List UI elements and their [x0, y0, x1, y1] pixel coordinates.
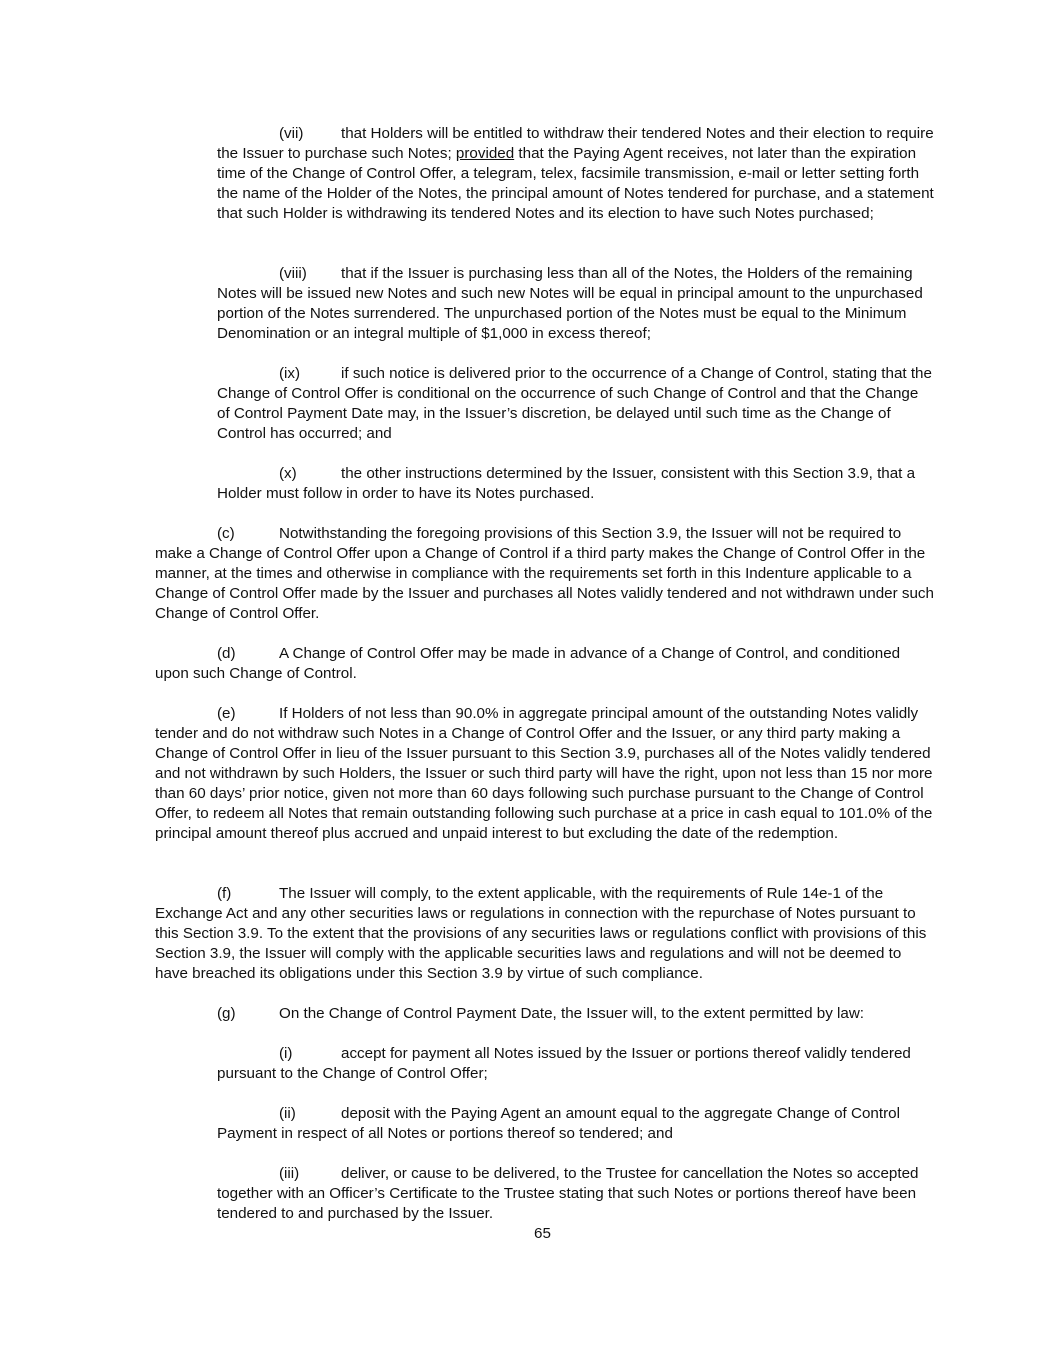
- section-d: [155, 644, 935, 684]
- section-c: [155, 524, 935, 624]
- underlined-term: provided: [455, 145, 515, 162]
- clause-text: if such notice is delivered prior to the occurrence of a Change of Control, stating that the Change of Control Offer is conditional on the occurrence of such Change of Control and that the Change of Control Payment Date may, in the Issuer’s discretion, be delayed until such time as the Change of Control has occurred; and: [217, 365, 932, 442]
- clause-viii: [217, 264, 935, 344]
- section-label: (g): [217, 1005, 236, 1022]
- clause-label: (ix): [279, 365, 301, 382]
- clause-label: (ii): [279, 1105, 296, 1122]
- section-label: (c): [217, 525, 235, 542]
- section-text: On the Change of Control Payment Date, the Issuer will, to the extent permitted by law:: [279, 1005, 865, 1022]
- clause-text: that Holders will be entitled to withdraw their tendered Notes and their election to require the Issuer to purchase such Notes;: [217, 125, 934, 162]
- clause-i: [217, 1044, 935, 1084]
- clause-text: accept for payment all Notes issued by the Issuer or portions thereof validly tendered pursuant to the Change of Control Offer;: [217, 1045, 911, 1082]
- section-text: Notwithstanding the foregoing provisions of this Section 3.9, the Issuer will not be required to make a Change of Control Offer upon a Change of Control if a third party makes the Change of Control Offer in the manner, at the times and otherwise in compliance with the requirements set forth in this Indenture applicable to a Change of Control Offer made by the Issuer and purchases all Notes validly tendered and not withdrawn under such Change of Control Offer.: [155, 525, 934, 622]
- clause-text: deliver, or cause to be delivered, to the Trustee for cancellation the Notes so accepted together with an Officer’s Certificate to the Trustee stating that such Notes or portions thereof have been tendered to and purchased by the Issuer.: [217, 1165, 919, 1222]
- clause-text: the other instructions determined by the Issuer, consistent with this Section 3.9, that a Holder must follow in order to have its Notes purchased.: [217, 465, 916, 502]
- clause-label: (vii): [279, 125, 304, 142]
- section-text: The Issuer will comply, to the extent applicable, with the requirements of Rule 14e-1 of the Exchange Act and any other securities laws or regulations in connection with the repurchase of Notes pursuant to this Section 3.9. To the extent that the provisions of any securities laws or regulations conflict with provisions of this Section 3.9, the Issuer will comply with the applicable securities laws and regulations and will not be deemed to have breached its obligations under this Section 3.9 by virtue of such compliance.: [155, 885, 927, 982]
- section-f: [155, 884, 935, 984]
- clause-text: that if the Issuer is purchasing less than all of the Notes, the Holders of the remaining Notes will be issued new Notes and such new Notes will be equal in principal amount to the unpurchased portion of the Notes surrendered. The unpurchased portion of the Notes must be equal to the Minimum Denomination or an integral multiple of $1,000 in excess thereof;: [217, 265, 923, 342]
- clause-text: deposit with the Paying Agent an amount equal to the aggregate Change of Control Payment in respect of all Notes or portions thereof so tendered; and: [217, 1105, 900, 1142]
- clause-label: (i): [279, 1045, 293, 1062]
- section-text: A Change of Control Offer may be made in advance of a Change of Control, and conditioned upon such Change of Control.: [155, 645, 901, 682]
- clause-ii: [217, 1104, 935, 1144]
- clause-label: (iii): [279, 1165, 300, 1182]
- section-e: [155, 704, 935, 844]
- page-number: 65: [534, 1225, 551, 1242]
- clause-ix: [217, 364, 935, 444]
- clause-iii: [217, 1164, 935, 1224]
- clause-vii: [217, 124, 935, 224]
- section-label: (e): [217, 705, 236, 722]
- clause-text-continued: that the Paying Agent receives, not later than the expiration time of the Change of Control Offer, a telegram, telex, facsimile transmission, e-mail or letter setting forth the name of the Holder of the Notes, the principal amount of Notes tendered for purchase, and a statement that such Holder is withdrawing its tendered Notes and its election to have such Notes purchased;: [217, 145, 934, 222]
- section-text: If Holders of not less than 90.0% in aggregate principal amount of the outstanding Notes validly tender and do not withdraw such Notes in a Change of Control Offer and the Issuer, or any third party making a Change of Control Offer in lieu of the Issuer pursuant to this Section 3.9, purchases all of the Notes validly tendered and not withdrawn by such Holders, the Issuer or such third party will have the right, upon not less than 15 nor more than 60 days’ prior notice, given not more than 60 days following such purchase pursuant to the Change of Control Offer, to redeem all Notes that remain outstanding following such purchase at a price in cash equal to 101.0% of the principal amount thereof plus accrued and unpaid interest to but excluding the date of the redemption.: [155, 705, 933, 842]
- section-label: (f): [217, 885, 232, 902]
- clause-x: [217, 464, 935, 504]
- clause-label: (x): [279, 465, 297, 482]
- clause-label: (viii): [279, 265, 307, 282]
- section-label: (d): [217, 645, 236, 662]
- section-g: [155, 1004, 935, 1024]
